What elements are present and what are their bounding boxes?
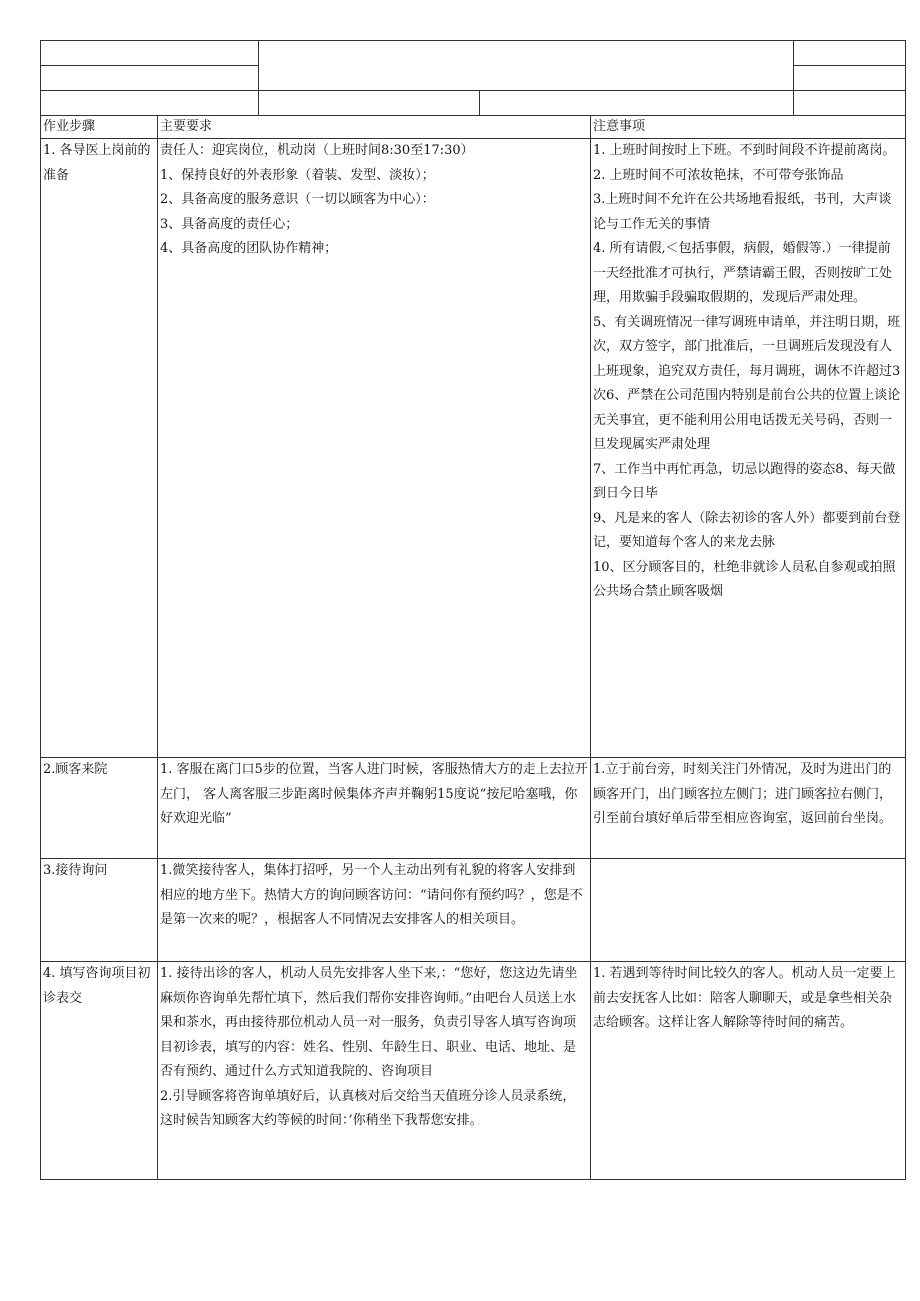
column-header-row [41, 116, 906, 139]
header-field-left-mid [41, 66, 259, 91]
column-header-requirements: 主要要求 [158, 116, 591, 139]
requirement-line: 2、具备高度的服务意识（一切以顾客为中心）： [160, 192, 435, 207]
column-header-notes: 注意事项 [591, 116, 906, 139]
table-row [41, 758, 906, 859]
notes-cell [591, 758, 906, 859]
note-line: 1.立于前台旁，时刻关注门外情况，及时为进出门的顾客开门，出门顾客拉左侧门；进门顾客拉右侧门，引至前台填好单后带至相应咨询室，返回前台坐岗。 [593, 762, 893, 826]
header-field-bottom-3 [480, 91, 794, 116]
header-field-left-top [41, 41, 259, 66]
note-line: 10、区分顾客目的，杜绝非就诊人员私自参观或拍照 [593, 559, 896, 575]
note-line: 1. 若遇到等待时间比较久的客人。机动人员一定要上前去安抚客人比如：陪客人聊聊天，或是拿些相关杂志给顾客。这样让客人解除等待时间的痛苦。 [593, 966, 896, 1030]
notes-cell [591, 962, 906, 1180]
requirements-cell [158, 962, 591, 1180]
header-field-bottom-4 [794, 91, 906, 116]
requirement-line: 3、具备高度的责任心； [160, 216, 299, 232]
requirement-line: 1、保持良好的外表形象（着装、发型、淡妆）； [160, 167, 435, 183]
note-line: 7、工作当中再忙再急，切忌以跑得的姿态8、每天做到日今日毕 [593, 461, 896, 501]
requirement-line: 责任人：迎宾岗位，机动岗（上班时间8:30至17:30） [160, 143, 474, 158]
header-row-1 [41, 41, 906, 66]
requirements-cell [158, 758, 591, 859]
table-row [41, 859, 906, 962]
step-cell: 3.接待询问 [41, 859, 158, 962]
header-field-bottom-1 [41, 91, 259, 116]
note-line: 9、凡是来的客人（除去初诊的客人外）都要到前台登记，要知道每个客人的来龙去脉 [593, 510, 901, 550]
header-field-right-top [794, 41, 906, 66]
note-line: 1. 上班时间按时上下班。不到时间段不许提前离岗。 [593, 143, 896, 158]
note-line: 4. 所有请假,＜包括事假，病假，婚假等.）一律提前一天经批准才可执行，严禁请霸王假，否则按旷工处理，用欺骗手段骗取假期的，发现后严肃处理。 [593, 241, 893, 305]
requirement-line: 1. 接待出诊的客人，机动人员先安排客人坐下来,：“您好，您这边先请坐麻烦你咨询单先帮忙填下，然后我们帮你安排咨询师。”由吧台人员送上水果和茶水，再由接待那位机动人员一对一服务，负责引导客人填写咨询项目初诊表，填写的内容：姓名、性别、年龄生日、职业、电话、地址、是否有预约、通过什么方式知道我院的、咨询项目 [160, 966, 578, 1079]
requirement-line: 2.引导顾客将咨询单填好后，认真核对后交给当天值班分诊人员录系统，这时候告知顾客大约等候的时间：’你稍坐下我帮您安排。 [160, 1088, 576, 1128]
table-row [41, 962, 906, 1180]
note-line: 5、有关调班情况一律写调班申请单，并注明日期，班次，双方签字，部门批准后，一旦调班后发现没有人上班现象，追究双方责任，每月调班，调休不许超过3次6、严禁在公司范围内特别是前台公共的位置上谈论无关事宜，更不能利用公用电话拨无关号码，否则一旦发现属实严肃处理 [593, 314, 901, 452]
step-cell: 1. 各导医上岗前的准备 [41, 139, 158, 758]
step-cell: 2.顾客来院 [41, 758, 158, 859]
note-line: 公共场合禁止顾客吸烟 [593, 584, 724, 599]
header-field-right-mid [794, 66, 906, 91]
requirement-line: 1.微笑接待客人，集体打招呼，另一个人主动出列有礼貌的将客人安排到相应的地方坐下。热情大方的询问顾客访问：“请问你有预约吗？，您是不是第一次来的呢？，根据客人不同情况去安排客人的相关项目。 [160, 863, 583, 927]
document-sheet [40, 40, 905, 1180]
requirements-cell [158, 859, 591, 962]
header-row-3 [41, 91, 906, 116]
note-line: 2. 上班时间不可浓妆艳抹，不可带夸张饰品 [593, 167, 844, 183]
document-title [259, 41, 794, 91]
notes-cell [591, 859, 906, 962]
note-line: 3.上班时间不允许在公共场地看报纸，书刊，大声谈论与工作无关的事情 [593, 192, 892, 232]
requirement-line: 1. 客服在离门口5步的位置，当客人进门时候，客服热情大方的走上去拉开左门， 客人离客服三步距离时候集体齐声并鞠躬15度说“按尼哈塞哦，你好欢迎光临” [160, 762, 588, 826]
requirements-cell [158, 139, 591, 758]
notes-cell [591, 139, 906, 758]
table-row [41, 139, 906, 758]
column-header-step: 作业步骤 [41, 116, 158, 139]
requirement-line: 4、具备高度的团队协作精神； [160, 241, 338, 256]
sop-table [40, 40, 906, 1180]
header-field-bottom-2 [259, 91, 480, 116]
step-cell: 4. 填写咨询项目初诊表交 [41, 962, 158, 1180]
